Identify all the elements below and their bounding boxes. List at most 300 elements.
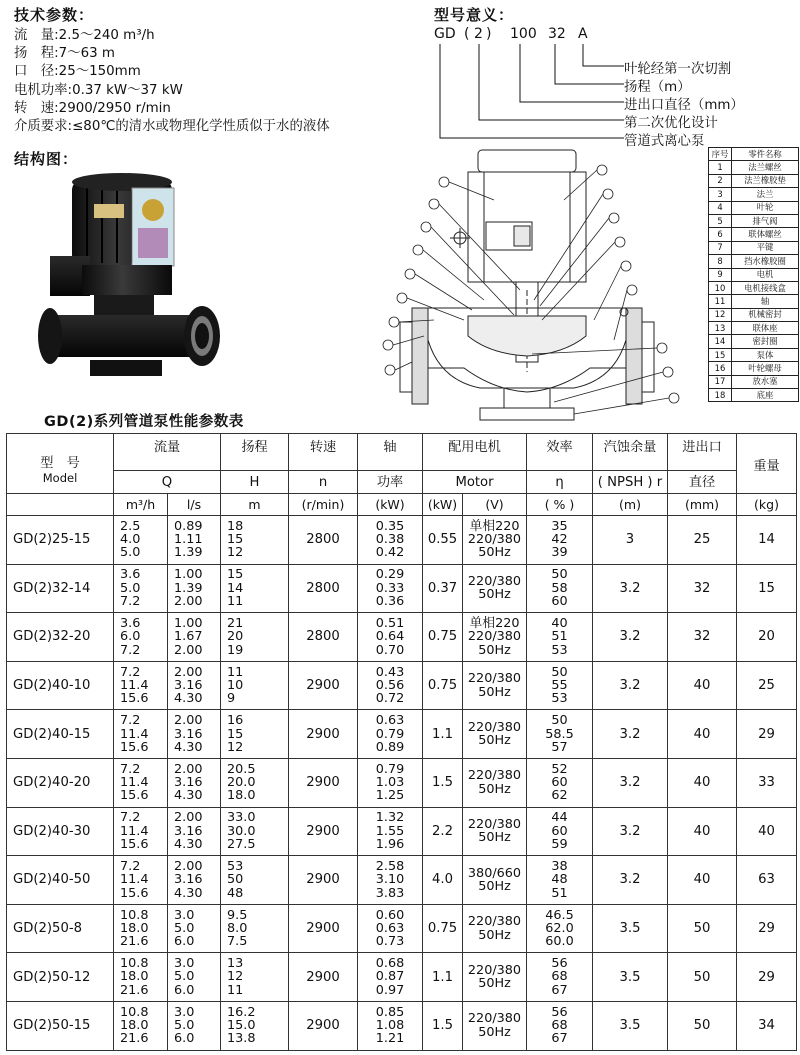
speed-cell: 2900 — [289, 904, 358, 953]
efficiency-cell-value: 51 — [551, 885, 568, 901]
motor-voltage-cell-value: 50Hz — [478, 733, 511, 749]
table-row — [7, 516, 797, 565]
efficiency-cell-value: 55 — [551, 677, 568, 693]
flow-m3h-cell-value: 2.5 — [120, 518, 141, 534]
motor-voltage-cell-value: 220/380 — [467, 629, 522, 645]
structure-title: 结构图： — [14, 150, 79, 168]
efficiency-cell-value: 53 — [551, 642, 568, 658]
motor-voltage-cell-value: 220/380 — [467, 574, 522, 590]
flow-m3h-cell-value: 21.6 — [120, 982, 149, 998]
flow-ls-cell — [168, 856, 221, 905]
motor-voltage-cell-value: 50Hz — [478, 781, 511, 797]
flow-ls-cell — [168, 758, 221, 807]
diameter-cell: 40 — [668, 856, 737, 905]
diameter-cell: 25 — [668, 516, 737, 565]
motor-voltage-cell-value: 220/380 — [467, 962, 522, 978]
tech-line: 口 径:25～150mm — [14, 64, 141, 80]
header-eff-sym: η — [527, 471, 593, 494]
flow-m3h-cell-value: 11.4 — [120, 823, 149, 839]
desc-diameter: 进出口直径（mm） — [624, 98, 744, 113]
header-row-1 — [7, 434, 797, 471]
brand-logo — [94, 204, 124, 218]
diameter-cell: 40 — [668, 661, 737, 710]
part-number: 15 — [709, 348, 732, 361]
flow-ls-cell-value: 6.0 — [174, 982, 195, 998]
motor-kw-cell: 1.1 — [423, 710, 463, 759]
power-cell-value: 0.64 — [375, 629, 405, 645]
efficiency-cell-value: 62.0 — [545, 920, 574, 936]
efficiency-cell-value: 68 — [551, 1018, 568, 1034]
header-dia-unit: (mm) — [668, 494, 737, 516]
part-number: 6 — [709, 228, 732, 241]
motor-voltage-cell — [463, 758, 527, 807]
code-gd: GD — [434, 26, 456, 42]
header-speed: 转速 — [289, 434, 358, 471]
power-cell-value: 0.36 — [375, 594, 405, 610]
power-cell-value: 1.32 — [375, 810, 405, 826]
motor-voltage-cell — [463, 807, 527, 856]
flow-m3h-cell-value: 15.6 — [120, 885, 149, 901]
power-cell — [358, 613, 423, 662]
flow-ls-cell — [168, 953, 221, 1002]
flow-ls-cell-value: 4.30 — [174, 837, 203, 852]
flow-ls-cell-value: 3.0 — [174, 956, 195, 972]
flow-m3h-cell-value: 6.0 — [120, 629, 141, 645]
flow-m3h-cell — [114, 1001, 168, 1050]
motor-voltage-cell — [463, 516, 527, 565]
motor-voltage-cell — [463, 710, 527, 759]
part-number: 10 — [709, 281, 732, 294]
flow-m3h-cell-value: 11.4 — [120, 726, 149, 742]
efficiency-cell-value: 52 — [551, 761, 568, 777]
parts-row — [709, 268, 799, 281]
table-row — [7, 758, 797, 807]
tech-line: 电机功率:0.37 kW～37 kW — [14, 82, 183, 98]
flow-ls-cell-value: 2.00 — [174, 664, 203, 680]
parts-row — [709, 241, 799, 254]
motor-voltage-cell-value: 50Hz — [478, 1024, 511, 1040]
desc-impeller-cut: 叶轮经第一次切割 — [624, 62, 732, 77]
efficiency-cell-value: 58 — [551, 580, 568, 596]
efficiency-cell — [527, 661, 593, 710]
efficiency-cell-value: 50 — [551, 713, 568, 729]
efficiency-cell — [527, 1001, 593, 1050]
head-cell-value: 12 — [227, 739, 244, 755]
parts-row — [709, 375, 799, 388]
flow-m3h-cell — [114, 661, 168, 710]
header-flow-sym: Q — [114, 471, 221, 494]
part-name: 法兰螺丝 — [732, 161, 799, 174]
head-cell-value: 9.5 — [227, 907, 248, 923]
motor-voltage-cell — [463, 856, 527, 905]
header-eff: 效率 — [527, 434, 593, 471]
tech-line: 流 量:2.5～240 m³/h — [14, 28, 155, 43]
part-name: 法兰橡胶垫 — [732, 174, 799, 187]
efficiency-cell-value: 50 — [551, 567, 568, 583]
code-2: 2 — [474, 26, 483, 42]
power-cell — [358, 953, 423, 1002]
table-row — [7, 613, 797, 662]
flow-m3h-cell-value: 5.0 — [120, 580, 141, 596]
flow-ls-cell-value: 3.0 — [174, 1004, 195, 1020]
parts-row — [709, 281, 799, 294]
flow-m3h-cell-value: 4.0 — [120, 532, 141, 548]
head-cell-value: 48 — [227, 885, 244, 901]
efficiency-cell-value: 67 — [551, 982, 568, 998]
head-cell-value: 30.0 — [227, 823, 256, 839]
power-cell — [358, 758, 423, 807]
tech-line: 介质要求:≤80℃的清水或物理化学性质似于水的液体 — [14, 119, 330, 135]
efficiency-cell — [527, 710, 593, 759]
power-cell-value: 0.29 — [375, 567, 405, 583]
efficiency-cell-value: 56 — [551, 956, 568, 972]
flow-m3h-cell — [114, 856, 168, 905]
efficiency-cell — [527, 613, 593, 662]
head-cell-value: 15.0 — [227, 1018, 256, 1034]
header-speed-sym: n — [289, 471, 358, 494]
flow-m3h-cell-value: 21.6 — [120, 934, 149, 950]
head-cell-value: 7.5 — [227, 934, 248, 950]
header-motor-sym: Motor — [423, 471, 527, 494]
motor-voltage-cell — [463, 953, 527, 1002]
flow-ls-cell-value: 3.16 — [174, 775, 203, 791]
power-cell-value: 0.51 — [375, 616, 405, 632]
speed-cell: 2900 — [289, 710, 358, 759]
power-cell-value: 1.25 — [375, 788, 405, 804]
weight-cell: 25 — [737, 661, 797, 710]
flow-ls-cell-value: 3.16 — [174, 872, 203, 888]
power-cell-value: 0.70 — [375, 642, 405, 658]
header-motor-u2: (V) — [463, 494, 527, 516]
motor-voltage-cell-value: 220/380 — [467, 1011, 522, 1027]
head-cell-value: 50 — [227, 872, 244, 888]
head-cell-value: 16 — [227, 713, 244, 729]
weight-cell: 15 — [737, 564, 797, 613]
power-cell-value: 0.79 — [375, 761, 405, 777]
power-cell-value: 0.33 — [375, 580, 405, 596]
motor-voltage-cell-value: 50Hz — [478, 878, 511, 894]
parts-row — [709, 295, 799, 308]
power-cell-value: 0.42 — [375, 545, 405, 561]
flow-ls-cell-value: 6.0 — [174, 934, 195, 950]
power-cell-value: 0.68 — [375, 956, 405, 972]
meaning-title: 型号意义： — [434, 6, 515, 24]
model-cell: GD(2)50-12 — [7, 953, 114, 1002]
part-name: 排气阀 — [732, 214, 799, 227]
header-motor-u1: (kW) — [423, 494, 463, 516]
part-name: 平键 — [732, 241, 799, 254]
efficiency-cell-value: 60 — [551, 823, 568, 839]
flow-ls-cell — [168, 516, 221, 565]
header-row-3 — [7, 494, 797, 516]
part-name: 密封圈 — [732, 335, 799, 348]
flow-m3h-cell-value: 7.2 — [120, 594, 141, 610]
flow-ls-cell-value: 2.00 — [174, 859, 203, 874]
parts-row — [709, 255, 799, 268]
motor-voltage-cell-value: 50Hz — [478, 587, 511, 603]
pump-photo — [32, 170, 227, 392]
parts-row — [709, 201, 799, 214]
motor-voltage-cell — [463, 1001, 527, 1050]
diameter-cell: 50 — [668, 904, 737, 953]
part-name: 电机接线盒 — [732, 281, 799, 294]
efficiency-cell — [527, 953, 593, 1002]
part-name: 底座 — [732, 389, 799, 402]
npsh-cell: 3.2 — [593, 807, 668, 856]
model-cell: GD(2)40-15 — [7, 710, 114, 759]
efficiency-cell-value: 60 — [551, 775, 568, 791]
speed-cell: 2800 — [289, 564, 358, 613]
npsh-cell: 3 — [593, 516, 668, 565]
code-100: 100 — [510, 26, 537, 42]
motor-voltage-cell-value: 380/660 — [467, 865, 522, 881]
header-npsh-sym: ( NPSH ) r — [593, 471, 668, 494]
flow-m3h-cell-value: 21.6 — [120, 1031, 149, 1047]
header-npsh: 汽蚀余量 — [593, 434, 668, 471]
flow-m3h-cell-value: 7.2 — [120, 642, 141, 658]
flow-ls-cell-value: 3.16 — [174, 726, 203, 742]
flow-ls-cell-value: 2.00 — [174, 761, 203, 777]
header-eff-unit: ( % ) — [527, 494, 593, 516]
diameter-cell: 32 — [668, 613, 737, 662]
header-weight-unit: (kg) — [737, 494, 797, 516]
parts-header — [709, 148, 799, 161]
speed-cell: 2900 — [289, 953, 358, 1002]
head-cell-value: 18 — [227, 518, 244, 534]
part-name: 放水塞 — [732, 375, 799, 388]
tech-params — [14, 4, 424, 136]
header-head-sym: H — [221, 471, 289, 494]
model-cell: GD(2)50-8 — [7, 904, 114, 953]
efficiency-cell-value: 35 — [551, 518, 568, 534]
model-cell: GD(2)40-50 — [7, 856, 114, 905]
head-cell — [221, 613, 289, 662]
flow-m3h-cell-value: 11.4 — [120, 677, 149, 693]
parts-row — [709, 188, 799, 201]
head-cell — [221, 661, 289, 710]
flow-ls-cell — [168, 807, 221, 856]
flow-ls-cell-value: 4.30 — [174, 691, 203, 707]
flow-m3h-cell-value: 15.6 — [120, 788, 149, 804]
head-cell-value: 14 — [227, 580, 244, 596]
parts-row — [709, 335, 799, 348]
flow-m3h-cell-value: 10.8 — [120, 1004, 149, 1020]
part-name: 叶轮螺母 — [732, 362, 799, 375]
efficiency-cell-value: 42 — [551, 532, 568, 548]
model-cell: GD(2)25-15 — [7, 516, 114, 565]
flow-m3h-cell-value: 10.8 — [120, 956, 149, 972]
motor-voltage-cell-value: 220/380 — [467, 532, 522, 548]
tech-line: 转 速:2900/2950 r/min — [14, 100, 171, 116]
efficiency-cell — [527, 807, 593, 856]
efficiency-cell-value: 67 — [551, 1031, 568, 1047]
head-cell-value: 27.5 — [227, 837, 256, 852]
flow-m3h-cell-value: 18.0 — [120, 969, 149, 985]
part-number: 12 — [709, 308, 732, 321]
flow-ls-cell — [168, 710, 221, 759]
head-cell — [221, 516, 289, 565]
flow-m3h-cell-value: 15.6 — [120, 691, 149, 707]
header-flow: 流量 — [114, 434, 221, 471]
parts-list — [708, 147, 799, 402]
head-cell-value: 15 — [227, 726, 244, 742]
flow-ls-cell-value: 2.00 — [174, 594, 203, 610]
header-motor: 配用电机 — [423, 434, 527, 471]
table-row — [7, 1001, 797, 1050]
header-model-en: Model — [42, 470, 78, 485]
head-cell — [221, 564, 289, 613]
flow-m3h-cell-value: 18.0 — [120, 920, 149, 936]
diameter-cell: 32 — [668, 564, 737, 613]
motor-voltage-cell-value: 220/380 — [467, 719, 522, 735]
flow-ls-cell-value: 2.00 — [174, 713, 203, 729]
flow-ls-cell-value: 3.16 — [174, 823, 203, 839]
speed-cell: 2900 — [289, 661, 358, 710]
part-number: 14 — [709, 335, 732, 348]
efficiency-cell-value: 59 — [551, 837, 568, 852]
header-dia-sym: 直径 — [668, 471, 737, 494]
diameter-cell: 50 — [668, 1001, 737, 1050]
part-number: 16 — [709, 362, 732, 375]
power-cell-value: 0.87 — [375, 969, 405, 985]
weight-cell: 63 — [737, 856, 797, 905]
part-number: 3 — [709, 188, 732, 201]
head-cell-value: 11 — [227, 982, 244, 998]
power-cell-value: 0.79 — [375, 726, 405, 742]
table-row — [7, 564, 797, 613]
header-model — [7, 434, 114, 494]
power-cell-value: 1.08 — [375, 1018, 405, 1034]
code-paren-close: ) — [486, 26, 492, 42]
motor-voltage-cell — [463, 661, 527, 710]
motor-voltage-cell-value: 50Hz — [478, 684, 511, 700]
power-cell-value: 1.21 — [375, 1031, 405, 1047]
flow-ls-cell-value: 1.11 — [174, 532, 203, 548]
header-speed-unit: (r/min) — [289, 494, 358, 516]
power-cell-value: 1.55 — [375, 823, 405, 839]
header-model-unit — [7, 494, 114, 516]
parts-row — [709, 389, 799, 402]
model-cell: GD(2)32-20 — [7, 613, 114, 662]
flow-m3h-cell-value: 7.2 — [120, 664, 141, 680]
head-cell-value: 9 — [227, 691, 236, 707]
npsh-cell: 3.2 — [593, 710, 668, 759]
motor-kw-cell: 1.5 — [423, 758, 463, 807]
motor-voltage-cell-value: 220/380 — [467, 671, 522, 687]
flow-ls-cell-value: 1.39 — [174, 580, 203, 596]
header-power-unit: (kW) — [358, 494, 423, 516]
efficiency-cell-value: 68 — [551, 969, 568, 985]
efficiency-cell-value: 62 — [551, 788, 568, 804]
efficiency-cell-value: 40 — [551, 616, 568, 632]
power-cell — [358, 904, 423, 953]
power-cell-value: 0.72 — [375, 691, 405, 707]
weight-cell: 29 — [737, 953, 797, 1002]
flow-m3h-cell — [114, 710, 168, 759]
parts-row — [709, 214, 799, 227]
efficiency-cell-value: 57 — [551, 739, 568, 755]
header-model-cn: 型 号 — [40, 455, 80, 471]
header-weight: 重量 — [737, 434, 797, 494]
parts-row — [709, 174, 799, 187]
flow-ls-cell-value: 1.00 — [174, 567, 203, 583]
table-row — [7, 661, 797, 710]
power-cell — [358, 856, 423, 905]
npsh-cell: 3.2 — [593, 661, 668, 710]
motor-kw-cell: 0.75 — [423, 904, 463, 953]
motor-kw-cell: 1.1 — [423, 953, 463, 1002]
efficiency-cell-value: 56 — [551, 1004, 568, 1020]
flow-m3h-cell-value: 15.6 — [120, 739, 149, 755]
header-npsh-unit: (m) — [593, 494, 668, 516]
power-cell-value: 0.85 — [375, 1004, 405, 1020]
part-name: 电机 — [732, 268, 799, 281]
flow-ls-cell — [168, 564, 221, 613]
speed-cell: 2900 — [289, 758, 358, 807]
part-name: 机械密封 — [732, 308, 799, 321]
efficiency-cell — [527, 516, 593, 565]
flow-ls-cell-value: 4.30 — [174, 885, 203, 901]
head-cell-value: 20 — [227, 629, 244, 645]
code-a: A — [578, 26, 588, 42]
weight-cell: 20 — [737, 613, 797, 662]
part-name: 法兰 — [732, 188, 799, 201]
code-32: 32 — [548, 26, 566, 42]
flow-m3h-cell-value: 15.6 — [120, 837, 149, 852]
head-cell-value: 15 — [227, 567, 244, 583]
motor-voltage-cell-value: 220/380 — [467, 768, 522, 784]
head-cell — [221, 953, 289, 1002]
part-number: 18 — [709, 389, 732, 402]
power-cell — [358, 1001, 423, 1050]
power-cell-value: 0.60 — [375, 907, 405, 923]
tech-title: 技术参数： — [14, 6, 95, 24]
part-name: 联体座 — [732, 322, 799, 335]
head-cell-value: 10 — [227, 677, 244, 693]
flow-m3h-cell — [114, 758, 168, 807]
npsh-cell: 3.5 — [593, 904, 668, 953]
power-cell-value: 0.56 — [375, 677, 405, 693]
motor-voltage-cell-value: 220/380 — [467, 914, 522, 930]
performance-table — [6, 433, 797, 1051]
efficiency-cell-value: 53 — [551, 691, 568, 707]
efficiency-cell-value: 44 — [551, 810, 568, 826]
motor-voltage-cell-value: 单相220 — [469, 616, 520, 632]
parts-header-no: 序号 — [709, 148, 732, 161]
code-leader-lines — [434, 42, 624, 152]
power-cell-value: 0.73 — [375, 934, 405, 950]
power-cell-value: 0.89 — [375, 739, 405, 755]
flow-ls-cell-value: 0.89 — [174, 518, 203, 534]
head-cell — [221, 856, 289, 905]
flow-ls-cell-value: 5.0 — [174, 1018, 195, 1034]
motor-voltage-cell-value: 50Hz — [478, 642, 511, 658]
model-cell: GD(2)40-20 — [7, 758, 114, 807]
head-cell — [221, 1001, 289, 1050]
power-cell-value: 0.35 — [375, 518, 405, 534]
flow-m3h-cell — [114, 613, 168, 662]
header-dia: 进出口 — [668, 434, 737, 471]
header-head: 扬程 — [221, 434, 289, 471]
performance-title: GD(2)系列管道泵性能参数表 — [44, 414, 244, 430]
motor-voltage-cell-value: 220/380 — [467, 817, 522, 833]
flow-m3h-cell-value: 3.6 — [120, 567, 141, 583]
diameter-cell: 40 — [668, 807, 737, 856]
flow-ls-cell-value: 6.0 — [174, 1031, 195, 1047]
power-cell-value: 0.43 — [375, 664, 405, 680]
head-cell-value: 15 — [227, 532, 244, 548]
power-cell-value: 0.38 — [375, 532, 405, 548]
